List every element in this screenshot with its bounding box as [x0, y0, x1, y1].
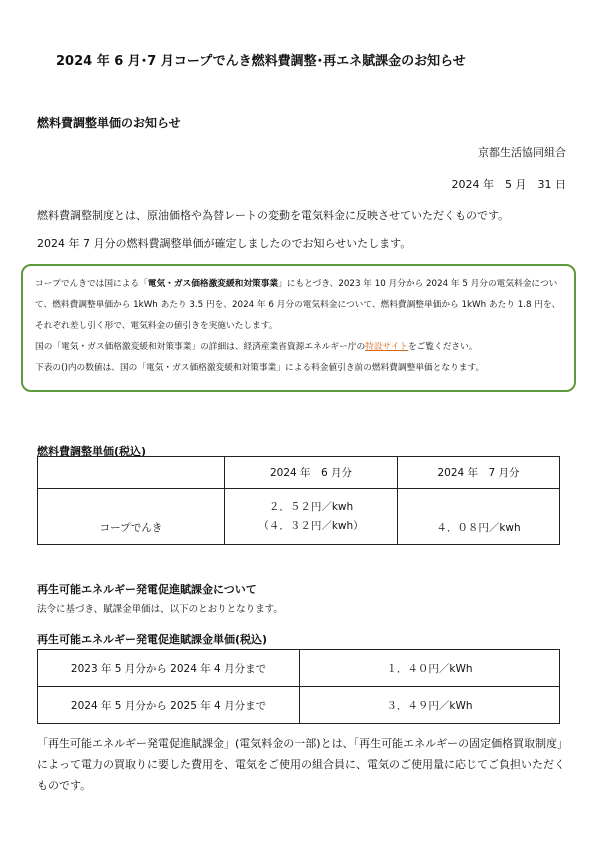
- notice-text-1c: 」にもとづき、2023 年 10 月分から 2024 年 5 月分の電気料金について、燃料費調整単価から 1kWh あたり 3.5 円を、2024 年 6 月分の電気料金について、燃料費調整単価から 1kWh あたり 1.8 円を、それぞれ差し引く形で、電気料金の値引きを実施いたします。: [35, 279, 561, 331]
- renewable-section-title: 再生可能エネルギー発電促進賦課金について: [37, 583, 257, 596]
- renewable-table-label: 再生可能エネルギー発電促進賦課金単価(税込): [37, 633, 268, 646]
- fuel-adjustment-table: [37, 456, 560, 545]
- fuel-announcement: 2024 年 7 月分の燃料費調整単価が確定しましたのでお知らせいたします。: [37, 237, 412, 250]
- table-header-july: 2024 年 7 月分: [398, 457, 560, 489]
- fuel-table-label: 燃料費調整単価(税込): [37, 445, 147, 458]
- notice-paragraph-1: [35, 274, 564, 337]
- renewable-levy-table: [37, 649, 560, 724]
- table-row: [38, 489, 560, 545]
- notice-text-1b: 電気・ガス価格激変緩和対策事業: [147, 279, 279, 289]
- renewable-section-subtitle: 法令に基づき、賦課金単価は、以下のとおりとなります。: [37, 604, 283, 615]
- table-header-june: 2024 年 6 月分: [225, 457, 398, 489]
- table-row: [38, 650, 560, 687]
- table-cell-empty: [38, 457, 225, 489]
- subsidy-notice-box: [21, 264, 576, 392]
- special-site-link[interactable]: 特設サイト: [365, 342, 408, 352]
- levy-period: 2023 年 5 月分から 2024 年 4 月分まで: [38, 650, 300, 687]
- table-row: [38, 687, 560, 724]
- levy-value: ３．４９円／kWh: [300, 687, 560, 724]
- levy-explanation: [37, 733, 567, 796]
- notice-text-1a: コープでんきでは国による「: [35, 279, 148, 289]
- notice-paragraph-3: 下表の()内の数値は、国の「電気・ガス価格激変緩和対策事業」による料金値引き前の燃料費調整単価となります。: [35, 363, 485, 373]
- june-value-before-discount: （４．３２円／kwh）: [258, 519, 364, 532]
- fuel-description: 燃料費調整制度とは、原油価格や為替レートの変動を電気料金に反映させていただくものです。: [37, 209, 510, 222]
- june-value: ２．５２円／kwh: [268, 500, 354, 513]
- notice-paragraph-2: [35, 337, 564, 358]
- notice-text-2b: をご覧ください。: [407, 342, 478, 352]
- july-value: ４．０８円／kwh: [398, 489, 560, 545]
- page-title: 2024 年 6 月･7 月コープでんき燃料費調整･再エネ賦課金のお知らせ: [56, 54, 466, 69]
- organization-name: 京都生活協同組合: [478, 146, 566, 159]
- june-value-cell: [225, 489, 398, 545]
- levy-explanation-text: 「再生可能エネルギー発電促進賦課金」(電気料金の一部)とは、「再生可能エネルギーの固定価格買取制度」によって電力の買取りに要した費用を、電気をご使用の組合員に、電気のご使用量に応じてご負担いただくものです。: [37, 737, 565, 792]
- notice-date: 2024 年 5 月 31 日: [451, 178, 566, 191]
- levy-period: 2024 年 5 月分から 2025 年 4 月分まで: [38, 687, 300, 724]
- table-header-row: [38, 457, 560, 489]
- table-row-label: コープでんき: [38, 489, 225, 545]
- fuel-section-title: 燃料費調整単価のお知らせ: [37, 116, 181, 130]
- notice-text-2a: 国の「電気・ガス価格激変緩和対策事業」の詳細は、経済産業省資源エネルギー庁の: [35, 342, 366, 352]
- levy-value: １．４０円／kWh: [300, 650, 560, 687]
